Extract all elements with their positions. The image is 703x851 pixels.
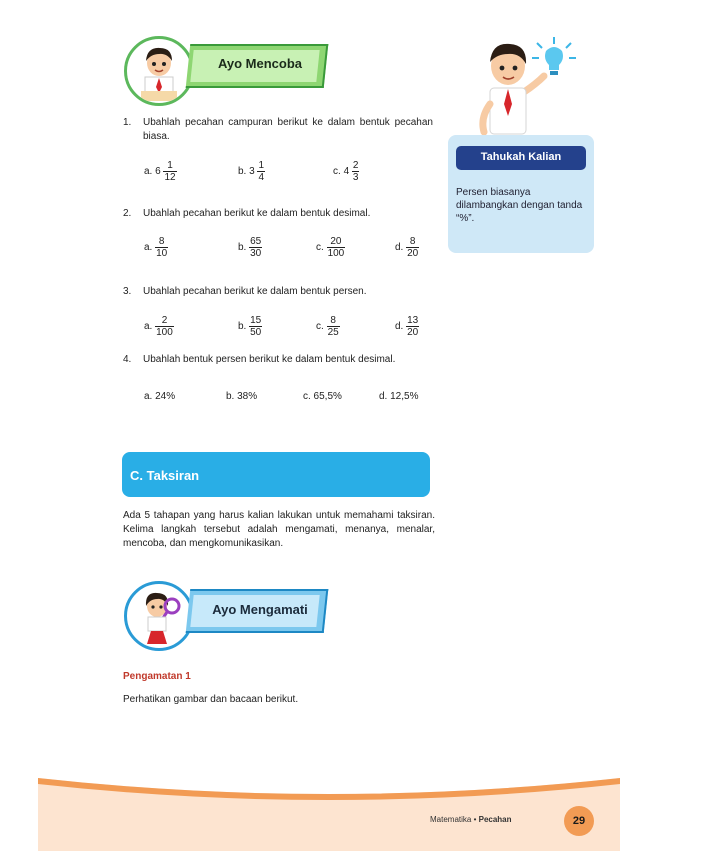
option-1a: a. 6 $\frac{1}{12}$ [144, 160, 176, 183]
girl-magnifier-illustration [127, 584, 191, 648]
page-number: 29 [572, 815, 586, 827]
ayo-mencoba-avatar [124, 36, 194, 106]
option-1c: c. 4 $\frac{2}{3}$ [333, 160, 359, 183]
option-3c: c. $\frac{8}{25}$ [316, 315, 339, 338]
option-3b: b. $\frac{15}{50}$ [238, 315, 262, 338]
question-text: Ubahlah bentuk persen berikut ke dalam bentuk desimal. [143, 354, 396, 365]
question-number: 2. [123, 208, 132, 219]
option-4d: d. 12,5% [379, 391, 419, 402]
boy-illustration [470, 34, 590, 143]
tahukah-kalian-title: Tahukah Kalian [480, 151, 562, 163]
section-title: C. Taksiran [130, 468, 200, 483]
pengamatan-text: Perhatikan gambar dan bacaan berikut. [123, 694, 299, 705]
pengamatan-title: Pengamatan 1 [123, 671, 191, 682]
option-2d: d. $\frac{8}{20}$ [395, 236, 419, 259]
ayo-mengamati-label: Ayo Mengamati [212, 602, 308, 617]
question-text: Ubahlah pecahan campuran berikut ke dalam bentuk pecahan biasa. [143, 117, 433, 142]
option-2c: c. $\frac{20}{100}$ [316, 236, 345, 259]
ayo-mengamati-avatar [124, 581, 194, 651]
option-2b: b. $\frac{65}{30}$ [238, 236, 262, 259]
option-1b: b. 3 $\frac{1}{4}$ [238, 160, 265, 183]
option-4b: b. 38% [226, 391, 258, 402]
option-3d: d. $\frac{13}{20}$ [395, 315, 419, 338]
question-number: 3. [123, 286, 132, 297]
footer-wave [38, 770, 620, 851]
tahukah-kalian-text: Persen biasanya dilambangkan dengan tanda “%”. [456, 187, 583, 224]
student-illustration [127, 39, 191, 103]
question-number: 1. [123, 117, 132, 128]
question-text: Ubahlah pecahan berikut ke dalam bentuk persen. [143, 286, 367, 297]
ayo-mencoba-label: Ayo Mencoba [217, 56, 303, 71]
question-number: 4. [123, 354, 132, 365]
question-text: Ubahlah pecahan berikut ke dalam bentuk desimal. [143, 208, 371, 219]
option-4a: a. 24% [144, 391, 176, 402]
option-4c: c. 65,5% [303, 391, 342, 402]
option-2a: a. $\frac{8}{10}$ [144, 236, 168, 259]
option-3a: a. $\frac{2}{100}$ [144, 315, 173, 338]
taksiran-paragraph: Ada 5 tahapan yang harus kalian lakukan untuk memahami taksiran. Kelima langkah tersebut adalah mengamati, menanya, menalar, mencoba, dan mengkomunikasikan. [123, 510, 435, 549]
footer-running-title: Matematika • Pecahan [430, 815, 512, 824]
